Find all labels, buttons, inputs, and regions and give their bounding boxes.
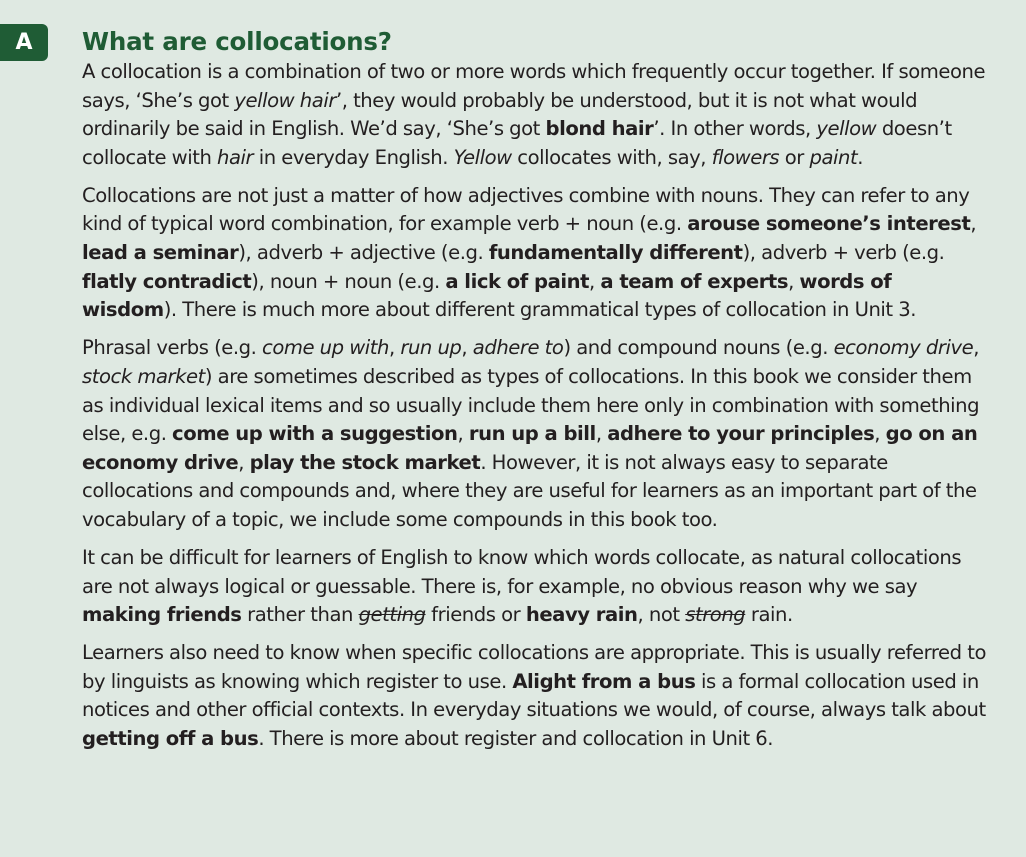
text-run: , not xyxy=(637,603,686,627)
text-run: Collocations are not just a matter of how adjectives combine with nouns. They can refer to any kind of typical word combination, for example verb + noun (e.g. xyxy=(82,183,970,236)
text-run: , xyxy=(388,336,401,360)
text-run: , xyxy=(461,336,473,360)
italic-term: paint xyxy=(809,145,858,169)
text-run: . There is more about register and collocation in Unit 6. xyxy=(258,727,774,751)
text-run: friends or xyxy=(425,603,526,627)
italic-term: Yellow xyxy=(453,145,512,169)
collocation-example: arouse someone’s interest xyxy=(687,212,971,236)
section-heading: What are collocations? xyxy=(82,27,392,56)
text-run: ’. In other words, xyxy=(653,117,817,141)
incorrect-word: strong xyxy=(685,603,746,627)
italic-term: adhere to xyxy=(472,336,564,360)
text-run: , xyxy=(595,422,608,446)
text-run: is a formal collocation used in notices and other official contexts. In everyday situations we would, of course, always talk about xyxy=(82,669,986,722)
italic-term: flowers xyxy=(711,145,780,169)
paragraph-5 xyxy=(82,639,988,753)
text-run: , xyxy=(788,269,800,293)
text-run: ). There is much more about different grammatical types of collocation in Unit 3. xyxy=(163,298,917,322)
italic-term: stock market xyxy=(82,364,205,388)
text-run: It can be difficult for learners of English to know which words collocate, as natural collocations are not always logical or guessable. There is, for example, no obvious reason why we say xyxy=(82,546,962,598)
collocation-example: run up a bill xyxy=(468,422,596,446)
text-run: rather than xyxy=(241,603,359,627)
collocation-example: fundamentally different xyxy=(488,241,743,265)
italic-term: hair xyxy=(217,145,254,169)
text-run: ), adverb + verb (e.g. xyxy=(742,241,945,265)
paragraph-2 xyxy=(82,182,988,325)
italic-term: run up xyxy=(400,336,462,360)
text-run: doesn’t collocate with xyxy=(82,117,952,169)
section-letter-badge: A xyxy=(0,24,48,61)
text-run: or xyxy=(779,145,810,169)
paragraph-4 xyxy=(82,544,988,630)
section-content xyxy=(82,26,988,763)
text-run: , xyxy=(457,422,469,446)
collocation-example: come up with a suggestion xyxy=(172,422,458,446)
collocation-example: play the stock market xyxy=(249,450,481,474)
incorrect-word: getting xyxy=(358,603,426,627)
italic-term: yellow xyxy=(816,117,877,141)
text-run: ), noun + noun (e.g. xyxy=(251,269,446,293)
text-run: , xyxy=(589,269,601,293)
text-run: . However, it is not always easy to separate collocations and compounds and, where they are useful for learners as an important part of the vocabulary of a topic, we include some compounds in this book too. xyxy=(82,450,977,531)
text-run: , xyxy=(973,336,980,360)
collocation-example: flatly contradict xyxy=(82,269,252,293)
collocation-example: adhere to your principles xyxy=(607,422,875,446)
text-run: Learners also need to know when specific collocations are appropriate. This is usually referred to by linguists as knowing which register to use. xyxy=(82,641,986,693)
collocation-example: words of wisdom xyxy=(82,269,892,322)
text-run: Phrasal verbs (e.g. xyxy=(82,336,262,360)
italic-term: yellow hair xyxy=(234,88,336,112)
text-run: A collocation is a combination of two or more words which frequently occur together. If someone says, ‘She’s got xyxy=(82,60,986,112)
text-run: , xyxy=(874,422,886,446)
text-run: , xyxy=(970,212,977,236)
paragraph-1 xyxy=(82,58,988,172)
italic-term: economy drive xyxy=(833,336,974,360)
collocation-example: Alight from a bus xyxy=(512,669,696,693)
collocation-example: lead a seminar xyxy=(82,241,239,265)
text-run: rain. xyxy=(745,603,793,627)
text-run: in everyday English. xyxy=(253,145,454,169)
collocation-example: go on an economy drive xyxy=(82,422,978,474)
body-text xyxy=(82,58,988,754)
collocation-example: a team of experts xyxy=(600,269,789,293)
text-run: ’, they would probably be understood, but it is not what would ordinarily be said in English. We’d say, ‘She’s got xyxy=(82,88,918,141)
collocation-example: a lick of paint xyxy=(445,269,590,293)
text-run: ) and compound nouns (e.g. xyxy=(563,336,834,360)
text-run: collocates with, say, xyxy=(511,145,712,169)
text-run: ), adverb + adjective (e.g. xyxy=(238,241,489,265)
italic-term: come up with xyxy=(262,336,389,360)
collocation-example: getting off a bus xyxy=(82,727,259,751)
paragraph-3 xyxy=(82,334,988,534)
text-run: . xyxy=(857,145,864,169)
collocation-example: heavy rain xyxy=(525,603,638,627)
text-run: ) are sometimes described as types of collocations. In this book we consider them as individual lexical items and so usually include them here only in combination with something else, e.g. xyxy=(82,364,980,446)
text-run: , xyxy=(238,450,250,474)
collocation-example: making friends xyxy=(82,603,242,627)
collocation-example: blond hair xyxy=(545,117,654,141)
